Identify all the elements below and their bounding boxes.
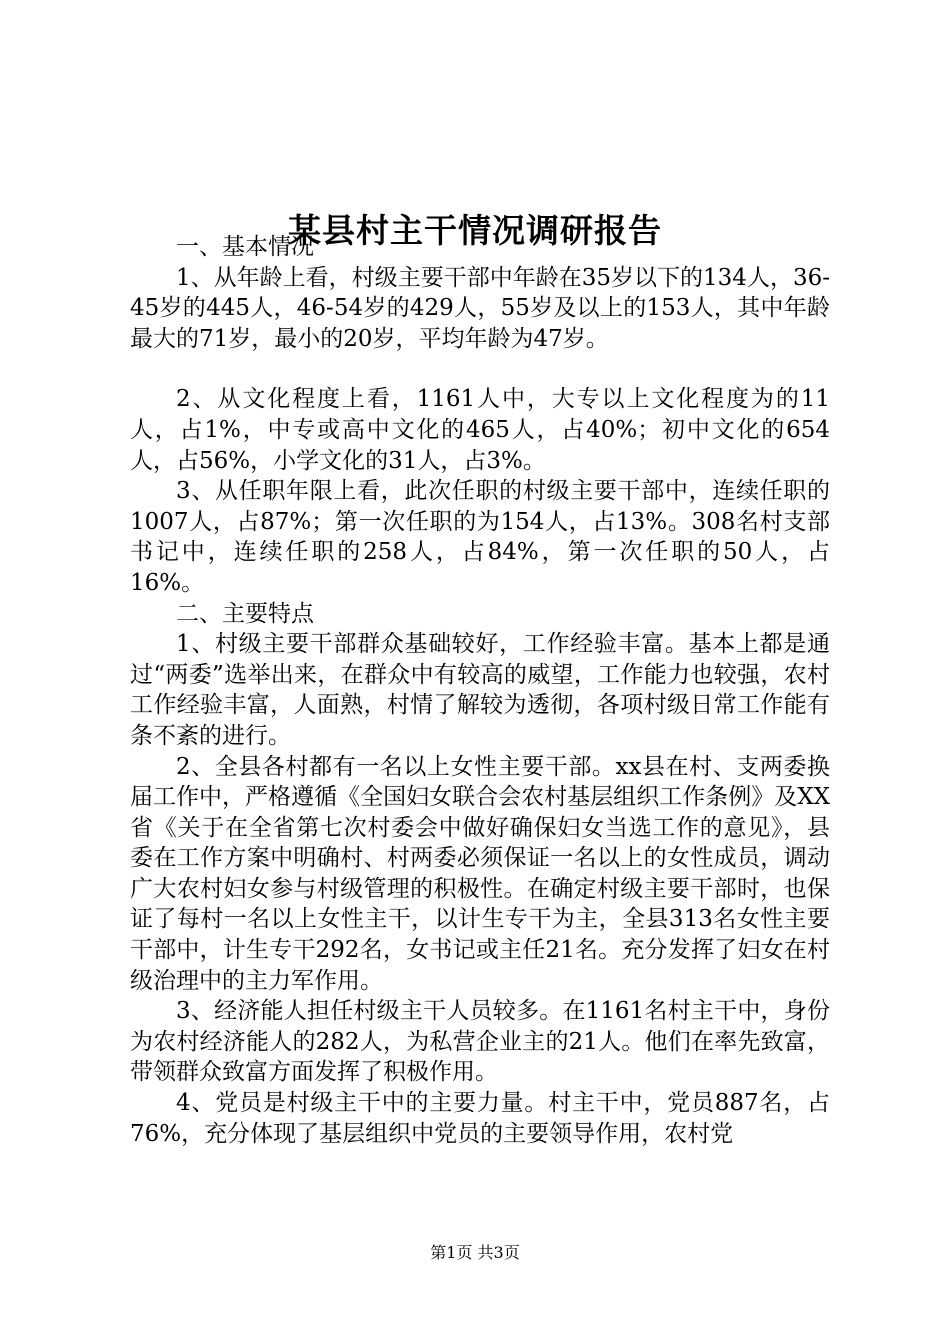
- paragraph-tenure: 3、从任职年限上看，此次任职的村级主要干部中，连续任职的1007人，占87%；第一次任职的为154人，占13%。308名村支部书记中，连续任职的258人，占84%，第一次任职的50人，占16%。: [130, 478, 830, 596]
- paragraph-women-cadres: 2、全县各村都有一名以上女性主要干部。xx县在村、支两委换届工作中，严格遵循《全国妇女联合会农村基层组织工作条例》及XX省《关于在全省第七次村委会中做好确保妇女当选工作的意见》，县委在工作方案中明确村、村两委必须保证一名以上的女性成员，调动广大农村妇女参与村级管理的积极性。在确定村级主要干部时，也保证了每村一名以上女性主干，以计生专干为主，全县313名女性主要干部中，计生专干292名，女书记或主任21名。充分发挥了妇女在村级治理中的主力军作用。: [130, 753, 830, 994]
- paragraph-age: 1、从年龄上看，村级主要干部中年龄在35岁以下的134人，36-45岁的445人，46-54岁的429人，55岁及以上的153人，其中年龄最大的71岁，最小的20岁，平均年龄为47岁。: [130, 264, 830, 352]
- paragraph-experience: 1、村级主要干部群众基础较好，工作经验丰富。基本上都是通过“两委”选举出来，在群众中有较高的威望，工作能力也较强，农村工作经验丰富，人面熟，村情了解较为透彻，各项村级日常工作能有条不紊的进行。: [130, 631, 830, 749]
- paragraph-economic-leaders: 3、经济能人担任村级主干人员较多。在1161名村主干中，身份为农村经济能人的282人，为私营企业主的21人。他们在率先致富，带领群众致富方面发挥了积极作用。: [130, 998, 830, 1086]
- paragraph-party-members: 4、党员是村级主干中的主要力量。村主干中，党员887名，占76%，充分体现了基层组织中党员的主要领导作用，农村党: [130, 1090, 830, 1147]
- document-title: 某县村主干情况调研报告: [288, 211, 662, 251]
- paragraph-education: 2、从文化程度上看，1161人中，大专以上文化程度为的11人，占1%，中专或高中文化的465人，占40%；初中文化的654人，占56%，小学文化的31人，占3%。: [130, 386, 830, 474]
- document-body: [130, 232, 830, 1149]
- section-heading-features: 二、主要特点: [176, 600, 314, 627]
- page-footer: 第1页 共3页: [430, 1243, 520, 1262]
- section-heading-basic: 一、基本情况: [176, 234, 314, 260]
